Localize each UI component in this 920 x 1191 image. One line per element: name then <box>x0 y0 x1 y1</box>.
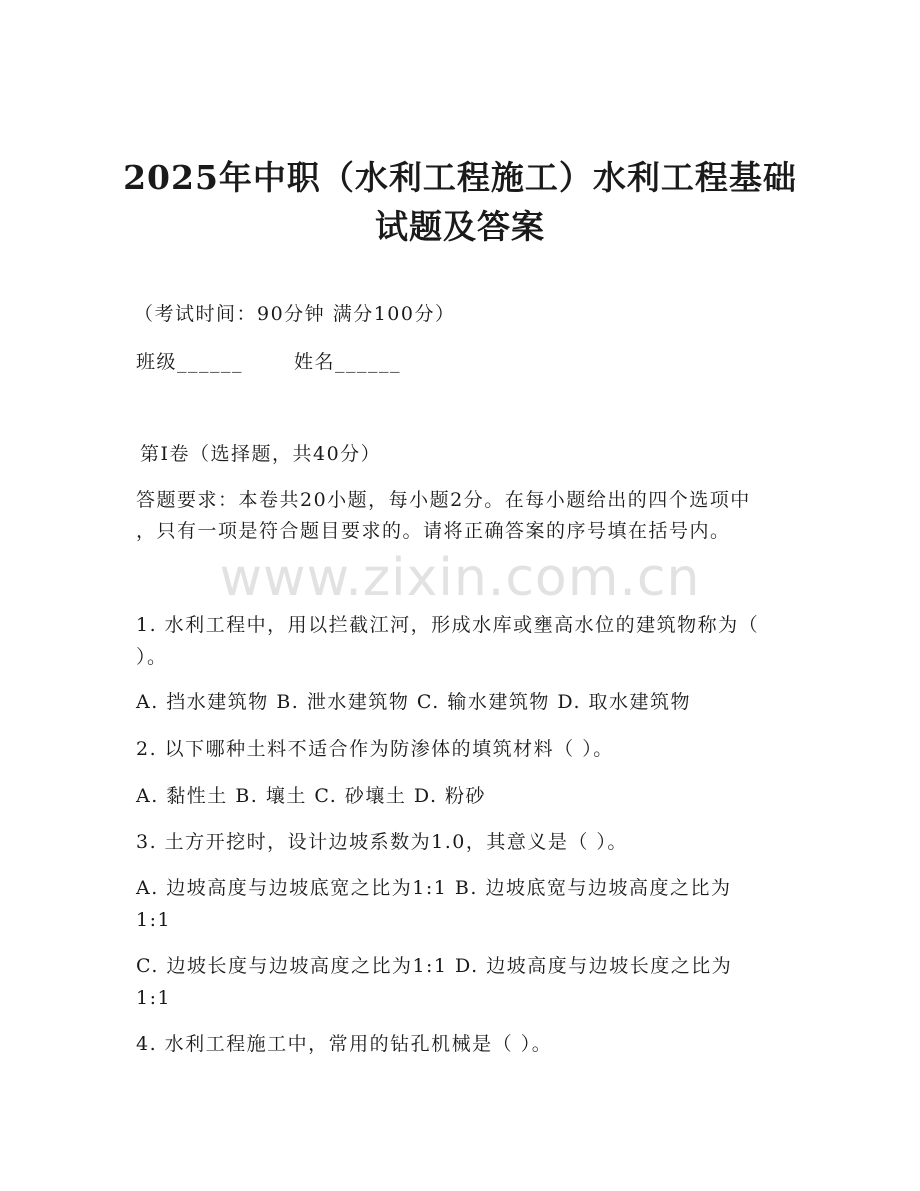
question-3-options-line-4: 1:1 <box>136 987 172 1009</box>
section-instructions-line-2: ，只有一项是符合题目要求的。请将正确答案的序号填在括号内。 <box>136 520 731 542</box>
name-field-label: 姓名______ <box>294 351 402 373</box>
exam-info: （考试时间：90分钟 满分100分） <box>134 303 456 325</box>
question-3-options-line-2: 1:1 <box>136 909 172 931</box>
question-1-stem-line-1: 1. 水利工程中，用以拦截江河，形成水库或壅高水位的建筑物称为（ <box>136 614 760 636</box>
class-field-label: 班级______ <box>136 351 244 373</box>
question-1-stem-line-2: ）。 <box>136 646 168 668</box>
question-2-stem: 2. 以下哪种土料不适合作为防渗体的填筑材料（ ）。 <box>136 738 614 760</box>
question-2-options: A. 黏性土 B. 壤土 C. 砂壤土 D. 粉砂 <box>136 785 487 807</box>
document-title-line-1: 2025年中职（水利工程施工）水利工程基础 <box>123 158 797 197</box>
question-3-stem: 3. 土方开挖时，设计边坡系数为1.0，其意义是（ ）。 <box>136 831 628 853</box>
watermark: www.zixin.com.cn <box>219 548 701 608</box>
question-1-options: A. 挡水建筑物 B. 泄水建筑物 C. 输水建筑物 D. 取水建筑物 <box>136 691 692 713</box>
question-4-stem: 4. 水利工程施工中，常用的钻孔机械是（ ）。 <box>136 1033 553 1055</box>
section-heading: 第I卷（选择题，共40分） <box>140 443 382 465</box>
document-title-line-2: 试题及答案 <box>375 207 545 246</box>
question-3-options-line-3: C. 边坡长度与边坡高度之比为1:1 D. 边坡高度与边坡长度之比为 <box>136 955 733 977</box>
section-instructions-line-1: 答题要求：本卷共20小题，每小题2分。在每小题给出的四个选项中 <box>136 489 751 511</box>
question-3-options-line-1: A. 边坡高度与边坡底宽之比为1:1 B. 边坡底宽与边坡高度之比为 <box>136 877 732 899</box>
